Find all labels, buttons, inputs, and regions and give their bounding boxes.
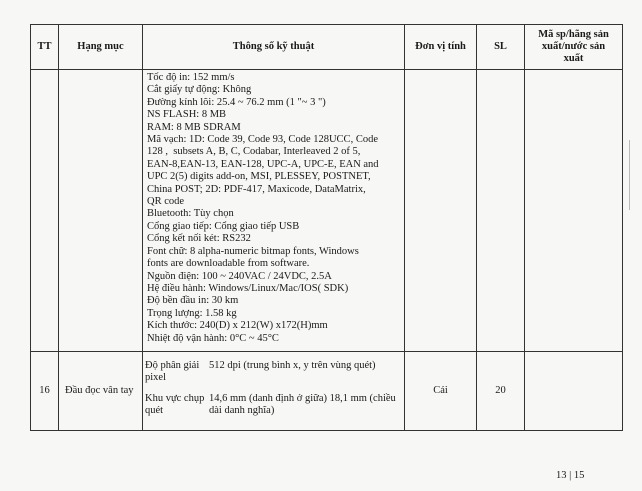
spec-line: China POST; 2D: PDF-417, Maxicode, DataMatrix,: [147, 183, 366, 195]
header-spec: Thông số kỹ thuật: [143, 25, 405, 70]
spec-value: 14,6 mm (danh định ở giữa) 18,1 mm (chiều dài danh nghĩa): [209, 392, 396, 417]
spec-label: Độ phân giải pixel: [145, 359, 200, 384]
spec-label: Khu vực chụp quét: [145, 392, 205, 417]
spec-line: Độ bền đầu in: 30 km: [147, 295, 239, 307]
spec-line: NS FLASH: 8 MB: [147, 109, 227, 121]
cell-tt-16: 16: [31, 351, 59, 430]
spec-line: Font chữ: 8 alpha-numeric bitmap fonts, Windows: [147, 245, 359, 257]
page-number: 13 | 15: [556, 470, 585, 481]
edge-marker: [629, 140, 640, 210]
cell-qty-prev: [477, 70, 525, 352]
spec-line: Cổng giao tiếp: Cổng giao tiếp USB: [147, 220, 300, 232]
spec-line: Hệ điều hành: Windows/Linux/Mac/IOS( SDK): [147, 282, 349, 294]
table-row-16: [31, 351, 623, 430]
cell-code-16: [525, 351, 623, 430]
cell-qty-16: 20: [477, 351, 525, 430]
spec-line: Nhiệt độ vận hành: 0°C ~ 45°C: [147, 332, 279, 344]
cell-unit-16: Cái: [405, 351, 477, 430]
spec-line: Nguồn điện: 100 ~ 240VAC / 24VDC, 2.5A: [147, 270, 332, 282]
cell-code-prev: [525, 70, 623, 352]
spec-line: Cổng kết nối két: RS232: [147, 233, 251, 245]
header-code: Mã sp/hãng sản xuất/nước sản xuất: [525, 25, 623, 70]
spec-value: 512 dpi (trung bình x, y trên vùng quét): [209, 359, 376, 371]
spec-row: [143, 352, 404, 385]
spec-line: Mã vạch: 1D: Code 39, Code 93, Code 128UCC, Code: [147, 134, 378, 146]
spec-line: Cắt giấy tự động: Không: [147, 84, 252, 96]
spec-row: [143, 385, 404, 430]
cell-spec-16: [143, 351, 405, 430]
header-row: [31, 25, 623, 70]
spec-line: fonts are downloadable from software.: [147, 258, 310, 270]
cell-item-16: Đầu đọc vân tay: [59, 351, 143, 430]
fingerprint-spec-list: [143, 352, 404, 430]
cell-tt-prev: [31, 70, 59, 352]
cell-spec-prev: [143, 70, 405, 352]
cell-unit-prev: [405, 70, 477, 352]
spec-table: [30, 24, 623, 431]
cell-item-prev: [59, 70, 143, 352]
spec-line: Đường kính lõi: 25.4 ~ 76.2 mm (1 "~ 3 "): [147, 96, 326, 108]
header-item: Hạng mục: [59, 25, 143, 70]
spec-line: 128 , subsets A, B, C, Codabar, Interleaved 2 of 5,: [147, 146, 361, 158]
header-tt: TT: [31, 25, 59, 70]
spec-line: UPC 2(5) digits add-on, MSI, PLESSEY, POSTNET,: [147, 171, 371, 183]
spec-line: Trọng lượng: 1.58 kg: [147, 307, 237, 319]
header-unit: Đơn vị tính: [405, 25, 477, 70]
spec-line: Bluetooth: Tùy chọn: [147, 208, 234, 220]
spec-line: RAM: 8 MB SDRAM: [147, 121, 241, 133]
spec-line: EAN-8,EAN-13, EAN-128, UPC-A, UPC-E, EAN and: [147, 158, 379, 170]
spec-line: QR code: [147, 196, 185, 208]
table-row-previous-item: [31, 70, 623, 352]
header-qty: SL: [477, 25, 525, 70]
spec-line: Tốc độ in: 152 mm/s: [147, 72, 235, 83]
spec-line: Kích thước: 240(D) x 212(W) x172(H)mm: [147, 320, 328, 332]
